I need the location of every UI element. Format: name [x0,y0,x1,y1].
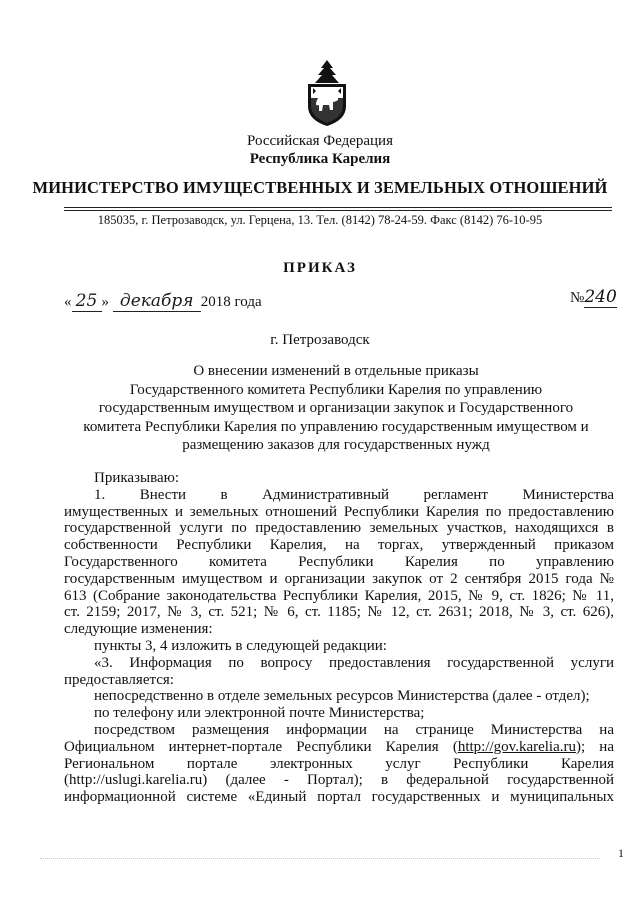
number-prefix: № [570,290,585,306]
body-line: государственным имуществом и организации закупок от 2 сентября 2015 года № [64,570,614,587]
quote-close: » [101,294,109,310]
order-number-value: 240 [584,287,617,307]
body-line: следующие изменения: [64,621,213,638]
subject-line: государственным имуществом и организации закупок и Государственного [98,400,574,417]
order-body [64,470,614,806]
body-line: имущественных и земельных отношений Республики Карелия по предоставлению [64,503,614,520]
subject-line: О внесении изменений в отдельные приказы [193,363,479,379]
ministry-address: 185035, г. Петрозаводск, ул. Герцена, 13. Тел. (8142) 78-24-59. Факс (8142) 76-10-95 [97,213,543,227]
order-subject [60,362,612,455]
quote-open: « [64,294,72,310]
body-line: по телефону или электронной почте Министерства; [94,705,425,722]
page-number: 1 [618,846,624,860]
portal-text: Официальном интернет-портале Республики Карелия ( [64,738,458,755]
body-line: информационной системе «Единый портал государственных и муниципальных [64,789,614,806]
order-date [64,291,262,312]
body-line: пункты 3, 4 изложить в следующей редакции: [94,637,387,654]
karelia-coat-of-arms-icon [302,58,352,128]
order-day: 25 [75,291,98,311]
page-bottom-divider [40,858,600,859]
body-line: (http://uslugi.karelia.ru) (далее - Портал); в федеральной государственной [64,772,614,789]
body-line: «3. Информация по вопросу предоставления государственной услуги [94,654,614,671]
body-line: государственной услуги по предоставлению земельных участков, находящихся в [64,520,614,537]
subject-line: комитета Республики Карелия по управлению государственным имуществом и [83,418,589,435]
order-city: г. Петрозаводск [270,332,370,348]
country-name: Российская Федерация [247,133,393,149]
order-number [570,287,617,307]
body-line: предоставляется: [64,671,174,688]
gov-karelia-link[interactable]: http://gov.karelia.ru [457,738,576,755]
body-line: непосредственно в отделе земельных ресурсов Министерства (далее - отдел); [94,688,590,705]
body-line: ст. 2159; 2017, № 3, ст. 521; № 6, ст. 1185; № 12, ст. 2631; 2018, № 3, ст. 626), [64,604,614,621]
ministry-name: МИНИСТЕРСТВО ИМУЩЕСТВЕННЫХ И ЗЕМЕЛЬНЫХ ОТНОШЕНИЙ [32,178,608,197]
order-month: декабря [119,291,194,311]
body-line: 613 (Собрание законодательства Республики Карелия, 2015, № 9, ст. 1826; № 11, [64,587,614,604]
body-line: Государственного комитета Республики Карелия по управлению [64,553,614,570]
order-year: 2018 года [200,294,262,310]
order-word: Приказываю: [94,470,179,486]
body-line: Региональном портале электронных услуг Республики Карелия [64,755,614,772]
body-line: 1. Внести в Административный регламент Министерства [94,486,614,503]
body-line: собственности Республики Карелия, на торгах, утвержденный приказом [64,537,614,554]
header-divider-bottom [64,210,612,211]
subject-line: размещению заказов для государственных нужд [182,437,490,454]
order-title: ПРИКАЗ [283,260,357,276]
portal-text: ); на [576,738,614,755]
body-line: посредством размещения информации на странице Министерства на [94,721,614,738]
republic-name: Республика Карелия [249,151,391,167]
body-line [64,739,614,756]
header-divider-top [64,207,612,208]
subject-line: Государственного комитета Республики Карелия по управлению [129,381,543,398]
